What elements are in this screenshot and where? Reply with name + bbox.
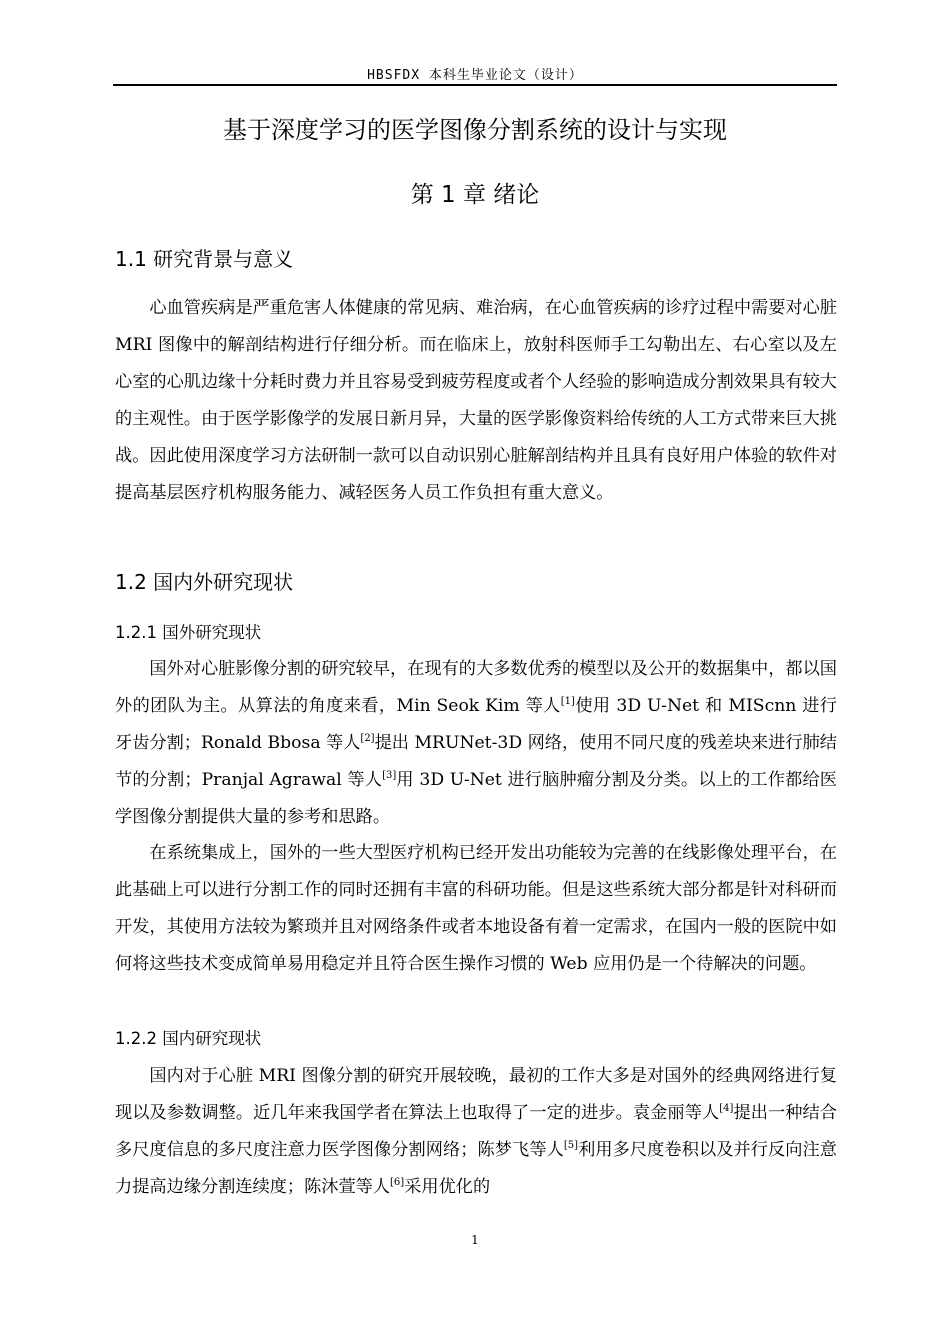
paragraph-domestic-research: [115, 1058, 837, 1206]
citation-5: [5]: [563, 1140, 579, 1151]
text-segment: 采用优化的: [404, 1177, 491, 1197]
running-header: HBSFDX 本科生毕业论文（设计）: [367, 68, 583, 83]
page-number: 1: [471, 1233, 479, 1247]
subsection-heading-1-2-1: 1.2.1 国外研究现状: [115, 623, 262, 642]
citation-4: [4]: [719, 1103, 734, 1114]
section-heading-1-2: 1.2 国内外研究现状: [115, 570, 294, 594]
citation-3: [3]: [382, 770, 397, 781]
citation-2: [2]: [360, 733, 375, 744]
text-segment: 国外对心脏影像分割的研究较早，在现有的大多数优秀的模型以及公开的数据集中，都以国外的团队为主。从算法的角度来看，Min Seok Kim 等人: [115, 659, 837, 716]
citation-6: [6]: [390, 1177, 405, 1188]
document-title: 基于深度学习的医学图像分割系统的设计与实现: [223, 116, 727, 144]
text-segment: 用 3D U-Net 进行脑肿瘤分割及分类。以上的工作都给医学图像分割提供大量的参考和思路。: [115, 770, 837, 827]
text-segment: 国内对于心脏 MRI 图像分割的研究开展较晚，最初的工作大多是对国外的经典网络进行复现以及参数调整。近几年来我国学者在算法上也取得了一定的进步。袁金丽等人: [115, 1066, 837, 1123]
text-segment: 提出一种结合多尺度信息的多尺度注意力医学图像分割网络；陈梦飞等人: [115, 1103, 837, 1160]
section-heading-1-1: 1.1 研究背景与意义: [115, 247, 294, 271]
text-segment: 提出 MRUNet-3D 网络，使用不同尺度的残差块来进行肺结节的分割；Pranjal Agrawal 等人: [115, 733, 837, 790]
text-segment: 使用 3D U-Net 和 MIScnn 进行牙齿分割；Ronald Bbosa 等人: [115, 696, 837, 753]
paragraph-background: 心血管疾病是严重危害人体健康的常见病、难治病，在心血管疾病的诊疗过程中需要对心脏 MRI 图像中的解剖结构进行仔细分析。而在临床上，放射科医师手工勾勒出左、右心室以及左心室的心肌边缘十分耗时费力并且容易受到疲劳程度或者个人经验的影响造成分割效果具有较大的主观性。由于医学影像学的发展日新月异，大量的医学影像资料给传统的人工方式带来巨大挑战。因此使用深度学习方法研制一款可以自动识别心脏解剖结构并且具有良好用户体验的软件对提高基层医疗机构服务能力、减轻医务人员工作负担有重大意义。: [115, 298, 837, 503]
text-segment: 利用多尺度卷积以及并行反向注意力提高边缘分割连续度；陈沐萱等人: [115, 1140, 837, 1197]
chapter-title: 第 1 章 绪论: [410, 182, 540, 208]
header-rule: [113, 84, 837, 86]
paragraph-system-integration: 在系统集成上，国外的一些大型医疗机构已经开发出功能较为完善的在线影像处理平台，在此基础上可以进行分割工作的同时还拥有丰富的科研功能。但是这些系统大部分都是针对科研而开发，其使用方法较为繁琐并且对网络条件或者本地设备有着一定需求，在国内一般的医院中如何将这些技术变成简单易用稳定并且符合医生操作习惯的 Web 应用仍是一个待解决的问题。: [115, 843, 837, 974]
subsection-heading-1-2-2: 1.2.2 国内研究现状: [115, 1029, 262, 1048]
citation-1: [1]: [560, 696, 575, 707]
paragraph-foreign-research: [115, 651, 837, 836]
